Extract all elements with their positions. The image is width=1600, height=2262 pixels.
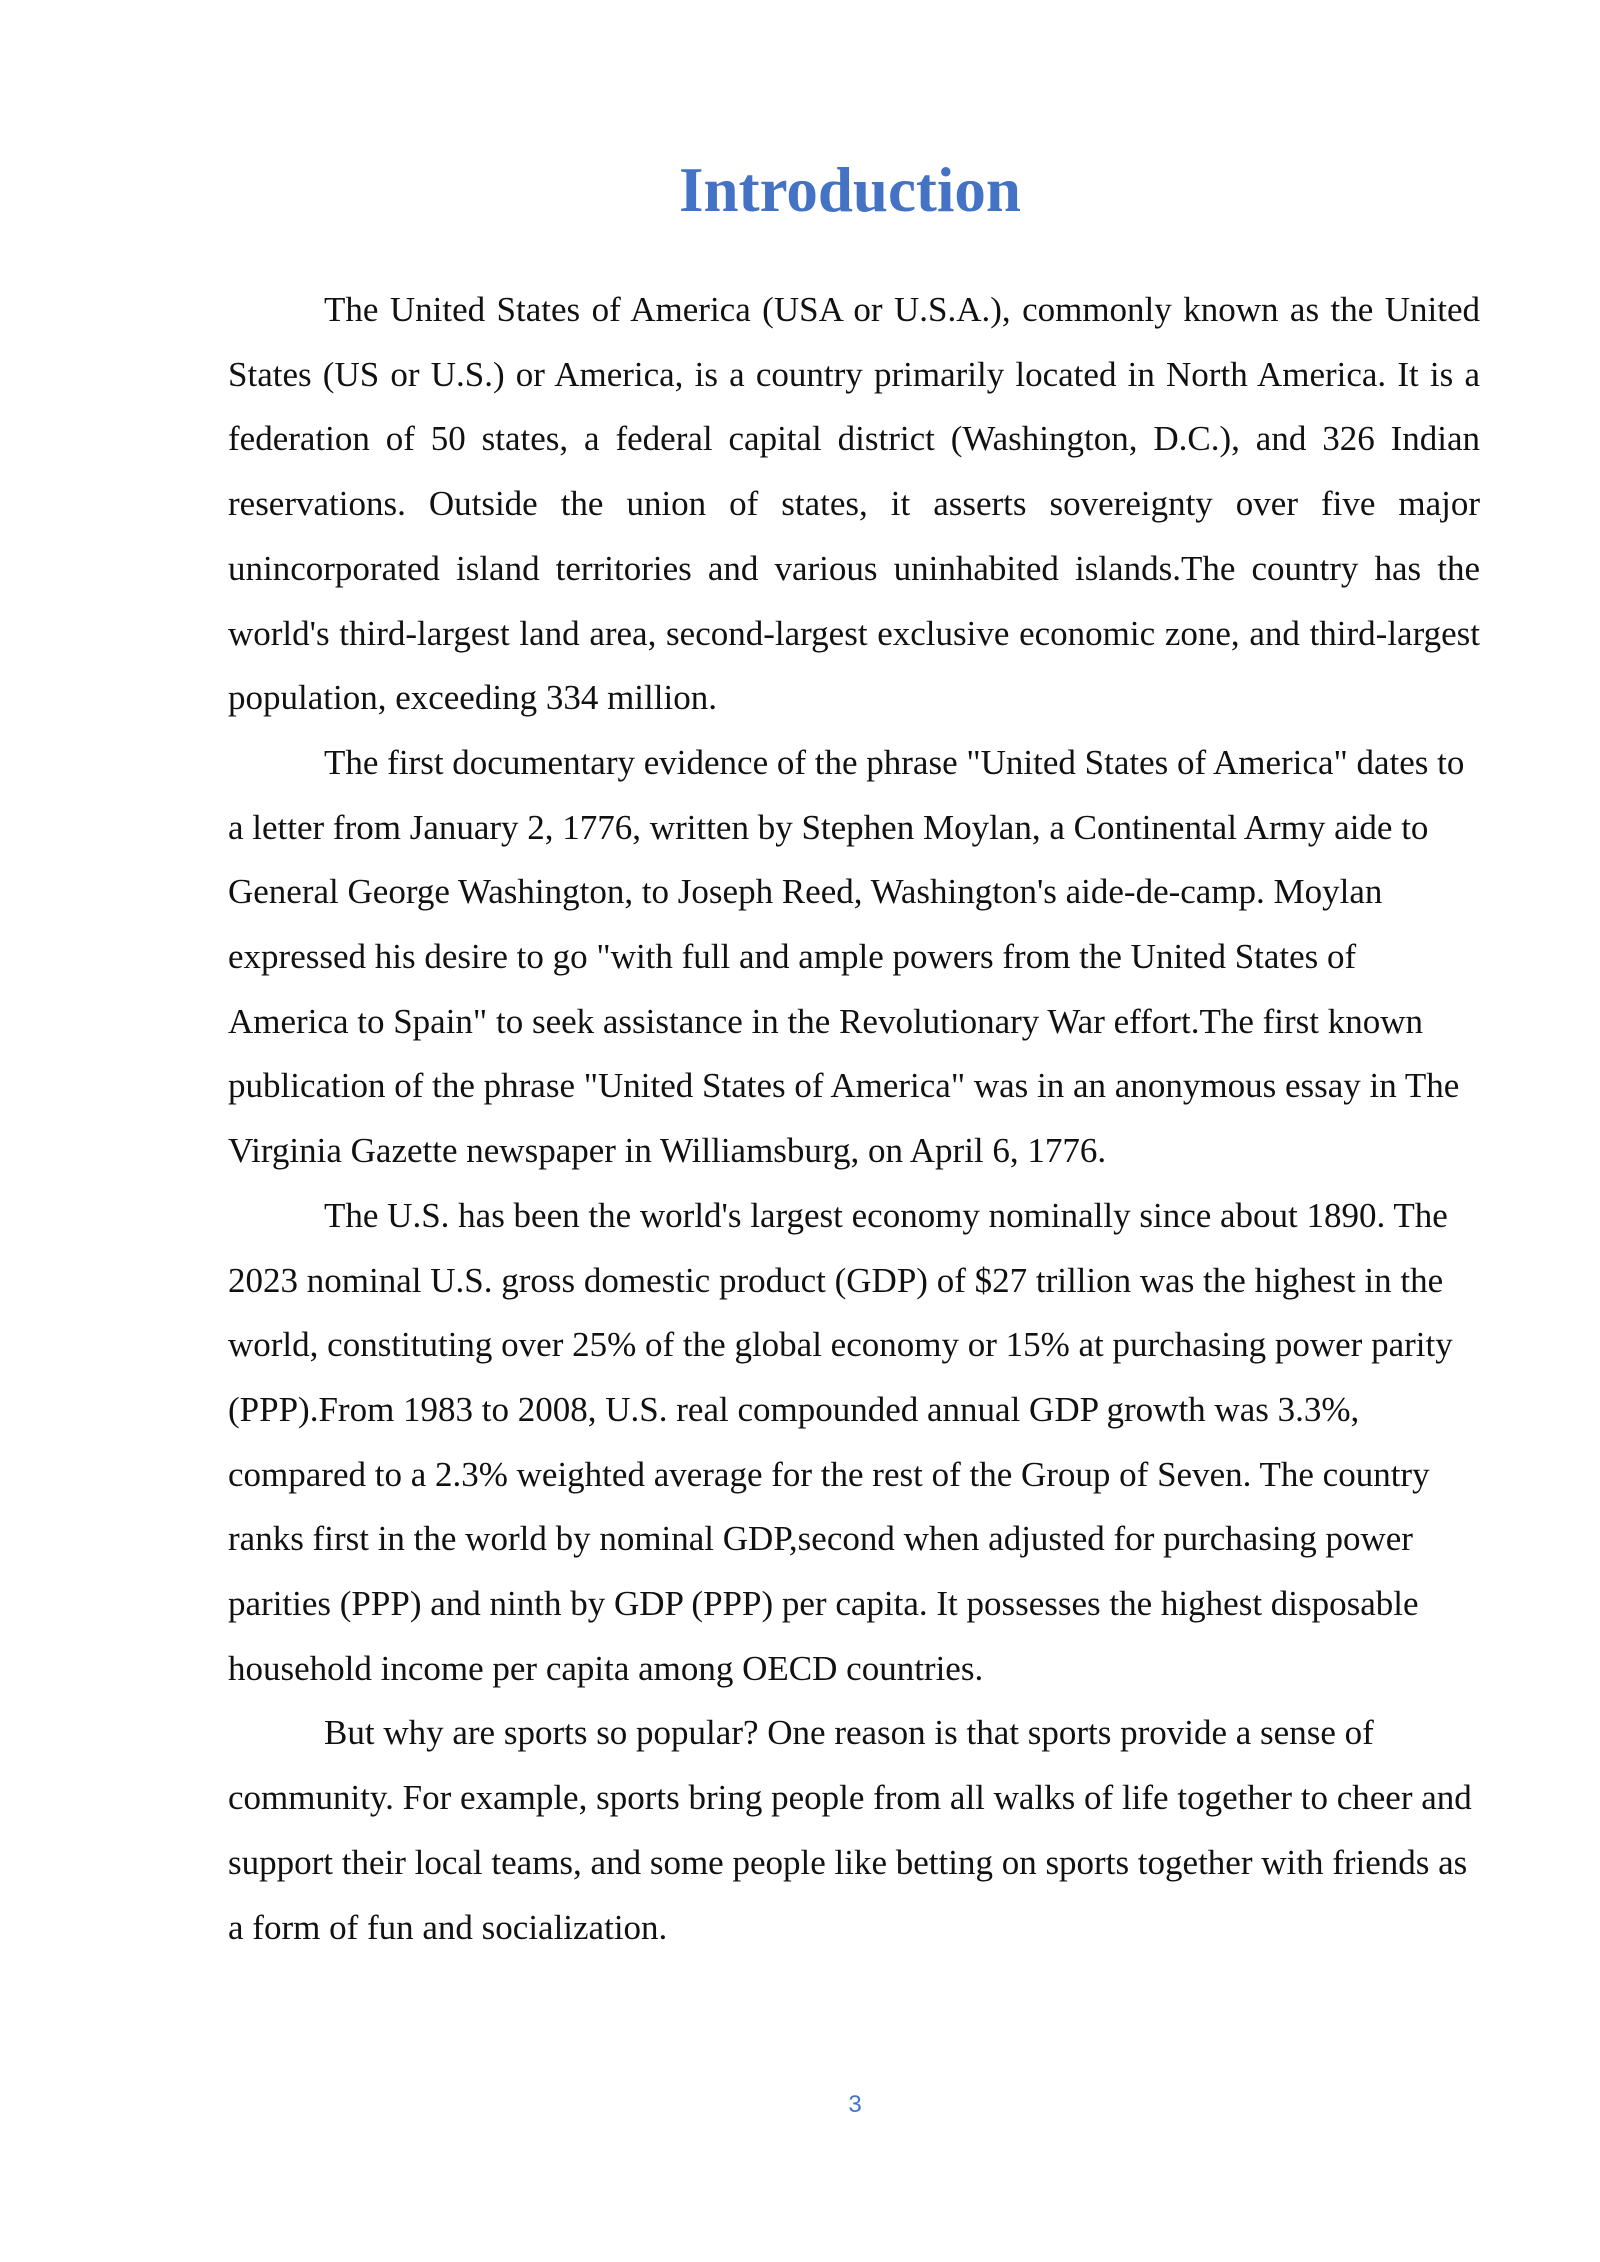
document-body — [228, 278, 1480, 1960]
page-title: Introduction — [679, 155, 1021, 225]
page-number: 3 — [848, 2091, 862, 2118]
paragraph-4: But why are sports so popular? One reason is that sports provide a sense of community. For example, sports bring people from all walks of life together to cheer and support their local teams, and some people like betting on sports together with friends as a form of fun and socialization. — [228, 1713, 1472, 1947]
paragraph-1: The United States of America (USA or U.S.A.), commonly known as the United States (US or U.S.) or America, is a country primarily located in North America. It is a federation of 50 states, a federal capital district (Washington, D.C.), and 326 Indian reservations. Outside the union of states, it asserts sovereignty over five major unincorporated island territories and various uninhabited islands.The country has the world's third-largest land area, second-largest exclusive economic zone, and third-largest population, exceeding 334 million. — [228, 290, 1480, 718]
paragraph-2: The first documentary evidence of the phrase "United States of America" dates to a letter from January 2, 1776, written by Stephen Moylan, a Continental Army aide to General George Washington, to Joseph Reed, Washington's aide-de-camp. Moylan expressed his desire to go "with full and ample powers from the United States of America to Spain" to seek assistance in the Revolutionary War effort.The first known publication of the phrase "United States of America" was in an anonymous essay in The Virginia Gazette newspaper in Williamsburg, on April 6, 1776. — [228, 742, 1465, 1171]
paragraph-3: The U.S. has been the world's largest economy nominally since about 1890. The 2023 nominal U.S. gross domestic product (GDP) of $27 trillion was the highest in the world, constituting over 25% of the global economy or 15% at purchasing power parity (PPP).From 1983 to 2008, U.S. real compounded annual GDP growth was 3.3%, compared to a 2.3% weighted average for the rest of the Group of Seven. The country ranks first in the world by nominal GDP,second when adjusted for purchasing power parities (PPP) and ninth by GDP (PPP) per capita. It possesses the highest disposable household income per capita among OECD countries. — [228, 1195, 1453, 1688]
